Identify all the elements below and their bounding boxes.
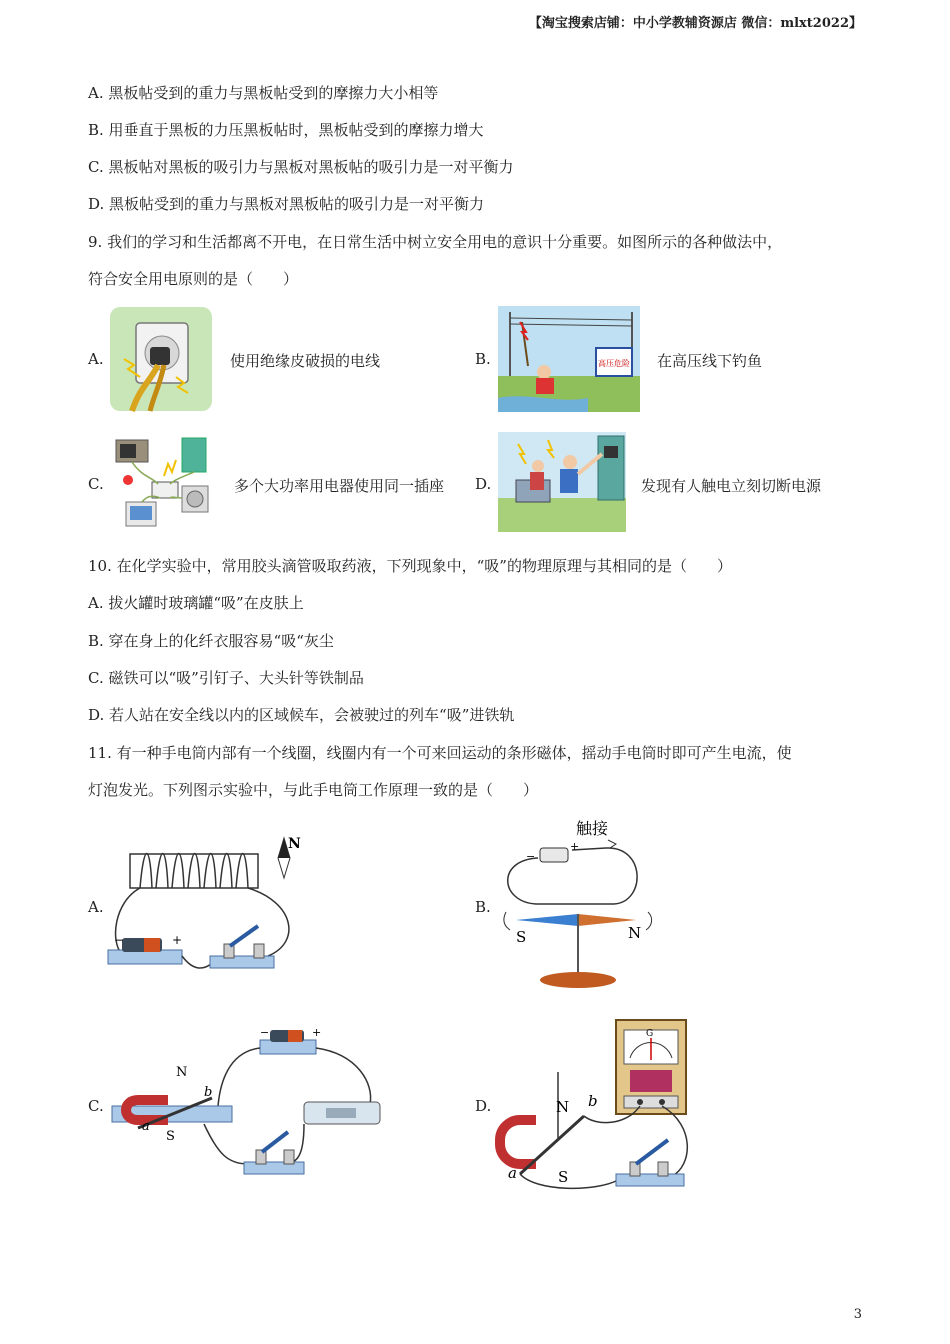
q9-c-overload-image [112, 432, 218, 532]
q11-a-north-mark: N [288, 836, 301, 852]
q11-option-d-label: D. [475, 1097, 492, 1115]
q9-d-cutoff-image [498, 432, 626, 532]
q11-a-plus: + [172, 933, 183, 947]
q9-option-b-label: B. [475, 350, 491, 368]
q11-a-minus: − [114, 933, 125, 947]
q11-b-north-label: N [628, 924, 642, 942]
q9-option-b-caption: 在高压线下钓鱼 [657, 352, 763, 370]
q11-c-south-label: S [166, 1129, 175, 1144]
q11-d-galvanometer-mark: G [646, 1029, 654, 1039]
q11-b-south-label: S [516, 928, 527, 946]
q11-c-a-label: a [142, 1119, 150, 1134]
q9-stem-line1: 9. 我们的学习和生活都离不开电，在日常生活中树立安全用电的意识十分重要。如图所示的各种做法中， [88, 233, 783, 251]
q9-option-a-caption: 使用绝缘皮破损的电线 [230, 352, 381, 370]
q10-stem: 10. 在化学实验中，常用胶头滴管吸取药液，下列现象中，“吸”的物理原理与其相同的是（ ） [88, 557, 732, 575]
page-number: 3 [853, 1307, 862, 1322]
q10-option-c: C. 磁铁可以“吸”引钉子、大头针等铁制品 [88, 669, 364, 687]
q11-c-minus: − [260, 1026, 270, 1039]
q9-option-d-label: D. [475, 475, 492, 493]
q10-option-b: B. 穿在身上的化纤衣服容易“吸“灰尘 [88, 632, 334, 650]
q11-b-minus: − [526, 850, 536, 863]
q11-b-touch-label: 触接 [576, 819, 609, 838]
q11-d-a-label: a [508, 1164, 517, 1182]
q11-c-north-label: N [176, 1065, 188, 1080]
q11-d-north-label: N [556, 1098, 570, 1116]
q11-d-b-label: b [588, 1092, 598, 1110]
q11-option-b-label: B. [475, 898, 491, 916]
page-header: 【淘宝搜索店铺：中小学教辅资源店 微信：mlxt2022】 [528, 16, 862, 31]
q9-option-d-caption: 发现有人触电立刻切断电源 [641, 477, 822, 495]
q8-option-a: A. 黑板帖受到的重力与黑板帖受到的摩擦力大小相等 [88, 84, 439, 102]
q11-c-plus: + [312, 1026, 322, 1039]
q8-option-c: C. 黑板帖对黑板的吸引力与黑板对黑板帖的吸引力是一对平衡力 [88, 158, 514, 176]
q11-stem-line2: 灯泡发光。下列图示实验中，与此手电筒工作原理一致的是（ ） [88, 781, 539, 799]
q11-a-electromagnet-diagram [104, 832, 304, 982]
q9-option-c-label: C. [88, 475, 104, 493]
q8-option-b: B. 用垂直于黑板的力压黑板帖时，黑板帖受到的摩擦力增大 [88, 121, 484, 139]
q11-c-motor-diagram [108, 1024, 398, 1190]
q9-a-socket-image [110, 307, 212, 411]
q11-b-oersted-diagram [496, 816, 666, 994]
q11-d-south-label: S [558, 1168, 569, 1186]
q11-stem-line1: 11. 有一种手电筒内部有一个线圈，线圈内有一个可来回运动的条形磁体，摇动手电筒时即可产生电流，使 [88, 744, 792, 762]
q9-option-c-caption: 多个大功率用电器使用同一插座 [234, 477, 445, 495]
q11-b-plus: + [570, 840, 580, 853]
q9-b-fishing-image [498, 306, 640, 412]
q9-stem-line2: 符合安全用电原则的是（ ） [88, 270, 299, 288]
q11-c-b-label: b [204, 1085, 213, 1100]
q11-option-a-label: A. [88, 898, 104, 916]
q9-option-a-label: A. [88, 350, 104, 368]
q10-option-d: D. 若人站在安全线以内的区域候车，会被驶过的列车“吸”进铁轨 [88, 706, 515, 724]
q9-b-sign-text: 高压危险 [598, 359, 630, 368]
q11-option-c-label: C. [88, 1097, 104, 1115]
q11-d-generator-diagram [496, 1016, 696, 1196]
q10-option-a: A. 拔火罐时玻璃罐“吸”在皮肤上 [88, 594, 304, 612]
q8-option-d: D. 黑板帖受到的重力与黑板对黑板帖的吸引力是一对平衡力 [88, 195, 485, 213]
